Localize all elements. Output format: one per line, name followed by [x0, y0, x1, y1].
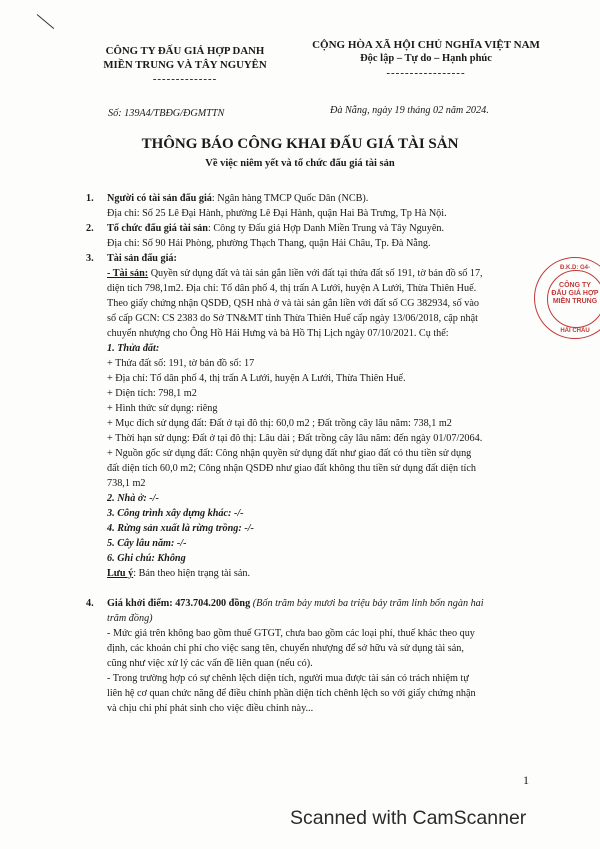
seal-top-text: Đ.K.D: G4- — [560, 265, 590, 271]
item-label: Tài sản đấu giá: — [107, 253, 177, 264]
company-name-line1: CÔNG TY ĐẤU GIÁ HỢP DANH — [105, 45, 265, 57]
item-number: 4. — [86, 598, 94, 609]
scanner-watermark: Scanned with CamScanner — [290, 807, 527, 829]
asset-intro-line: chuyển nhượng cho Ông Hồ Hải Hưng và bà Hồ Thị Lịch ngày 07/10/2021. Cụ thể: — [107, 328, 449, 339]
document-subtitle: Về việc niêm yết và tổ chức đấu giá tài sản — [205, 158, 395, 169]
asset-intro-line: sổ cấp GCN: CS 2383 do Sở TN&MT tỉnh Thừa Thiên Huế cấp ngày 13/06/2018, cập nhật — [107, 313, 478, 324]
note-label: Lưu ý — [107, 568, 134, 579]
seal-text: ĐẤU GIÁ HỢP — [551, 290, 599, 297]
right-divider: ----------------- — [386, 67, 466, 79]
land-detail-line: + Nguồn gốc sử dụng đất: Công nhận quyền sử dụng đất như giao đất có thu tiền sử dụng — [107, 448, 472, 459]
other-asset-line: 6. Ghi chú: Không — [107, 553, 186, 564]
price-words-cont: trăm đồng) — [107, 613, 153, 624]
page-number: 1 — [523, 773, 529, 787]
asset-intro-label: - Tài sản: — [107, 268, 149, 279]
item-starting-price — [86, 596, 546, 716]
item-value: : Công ty Đấu giá Hợp Danh Miền Trung và Tây Nguyên. — [207, 223, 445, 234]
price-note-line: liên hệ cơ quan chức năng để điều chỉnh phần diện tích chênh lệch so với giấy chứng nhận — [107, 688, 476, 699]
item-address: Địa chỉ: Số 90 Hải Phòng, phường Thạch Thang, quận Hải Châu, Tp. Đà Nẵng. — [107, 238, 431, 249]
price-note-line: định, các khoản chi phí cho việc sang tên, chuyển nhượng để sở hữu và sử dụng tài sản, — [107, 643, 464, 654]
land-detail-line: + Thửa đất số: 191, tờ bản đồ số: 17 — [107, 358, 255, 369]
item-number: 1. — [86, 193, 94, 204]
land-detail-line: đất diện tích 60,0 m2; Công nhận QSDĐ như giao đất không thu tiền sử dụng đất diện tích — [107, 463, 476, 474]
seal-text: MIỀN TRUNG — [552, 298, 598, 305]
nation-name: CỘNG HÒA XÃ HỘI CHỦ NGHĨA VIỆT NAM — [312, 39, 540, 51]
price-label: Giá khởi điểm: 473.704.200 đồng — [107, 598, 251, 609]
other-asset-line: 3. Công trình xây dựng khác: -/- — [107, 508, 244, 519]
other-asset-line: 2. Nhà ở: -/- — [107, 493, 159, 504]
asset-intro-line: Quyền sử dụng đất và tài sản gắn liền với đất tại thửa đất số 191, tờ bản đồ số 17, — [148, 268, 483, 279]
asset-intro-line: diện tích 798,1m2. Địa chỉ: Tổ dân phố 4, thị trấn A Lưới, huyện A Lưới, Thừa Thiên Huế. — [107, 283, 477, 294]
company-seal — [534, 257, 600, 339]
land-detail-line: + Diện tích: 798,1 m2 — [107, 388, 197, 399]
document-body — [86, 191, 546, 716]
seal-bottom-text: HẢI CHÂU — [560, 328, 590, 334]
price-note-line: - Trong trường hợp có sự chênh lệch diện tích, người mua được tài sản có trách nhiệm tự — [107, 673, 469, 684]
left-divider: -------------- — [152, 73, 218, 85]
land-heading: 1. Thửa đất: — [107, 343, 160, 354]
other-asset-line: 5. Cây lâu năm: -/- — [107, 538, 187, 549]
note-text: : Bán theo hiện trạng tài sản. — [133, 568, 251, 579]
item-address: Địa chỉ: Số 25 Lê Đại Hành, phường Lê Đại Hành, quận Hai Bà Trưng, Tp Hà Nội. — [107, 208, 447, 219]
land-detail-line: 738,1 m2 — [107, 478, 146, 489]
item-auction-asset — [86, 251, 546, 581]
land-detail-line: + Địa chỉ: Tổ dân phố 4, thị trấn A Lưới, huyện A Lưới, Thừa Thiên Huế. — [107, 373, 406, 384]
item-value: : Ngân hàng TMCP Quốc Dân (NCB). — [211, 193, 369, 204]
price-note-line: cũng như việc xử lý các vấn đề liên quan (nếu có). — [107, 658, 313, 669]
item-number: 2. — [86, 223, 94, 234]
national-header — [296, 38, 556, 80]
item-number: 3. — [86, 253, 94, 264]
item-auction-org — [86, 221, 546, 251]
price-words: (Bốn trăm bảy mươi ba triệu bảy trăm linh bốn ngàn hai — [250, 598, 484, 609]
land-detail-line: + Mục đích sử dụng đất: Đất ở tại đô thị: 60,0 m2 ; Đất trồng cây lâu năm: 738,1 m2 — [107, 418, 452, 429]
item-label: Người có tài sản đấu giá — [107, 193, 212, 204]
land-detail-line: + Hình thức sử dụng: riêng — [107, 403, 218, 414]
scan-mark — [37, 14, 54, 29]
other-asset-line: 4. Rừng sản xuất là rừng trồng: -/- — [107, 523, 254, 534]
price-note-line: và chịu chi phí phát sinh cho việc điều chỉnh này... — [107, 703, 314, 714]
company-header — [70, 44, 300, 86]
item-label: Tổ chức đấu giá tài sản — [107, 223, 208, 234]
document-date: Đà Nẵng, ngày 19 tháng 02 năm 2024. — [330, 105, 489, 116]
document-title: THÔNG BÁO CÔNG KHAI ĐẤU GIÁ TÀI SẢN — [141, 136, 459, 152]
land-detail-line: + Thời hạn sử dụng: Đất ở tại đô thị: Lâu dài ; Đất trồng cây lâu năm: đến ngày 01/07/2064. — [107, 433, 483, 444]
nation-motto: Độc lập – Tự do – Hạnh phúc — [360, 53, 492, 64]
reference-number: Số: 139A4/TBĐG/ĐGMTTN — [108, 108, 225, 119]
item-asset-owner — [86, 191, 546, 221]
price-note-line: - Mức giá trên không bao gồm thuế GTGT, chưa bao gồm các loại phí, thuế khác theo quy — [107, 628, 475, 639]
seal-text: CÔNG TY — [559, 282, 591, 289]
company-name-line2: MIỀN TRUNG VÀ TÂY NGUYÊN — [103, 59, 267, 71]
asset-intro-line: Theo giấy chứng nhận QSDĐ, QSH nhà ở và tài sản gắn liền với đất số CG 382934, số vào — [107, 298, 479, 309]
